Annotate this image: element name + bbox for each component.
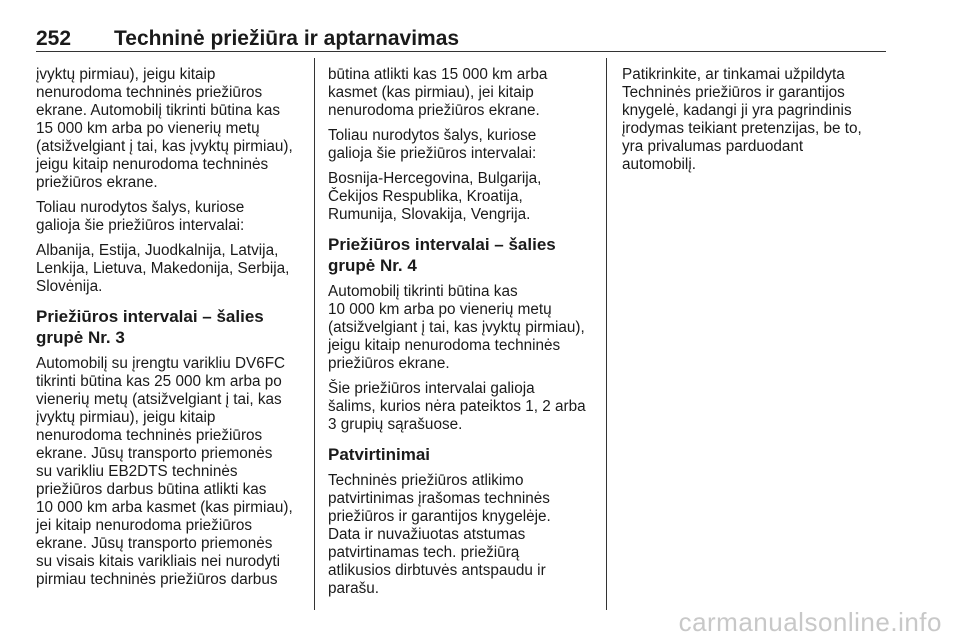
paragraph: įvyktų pirmiau), jeigu kitaip nenurodoma techninės priežiūros ekrane. Automobilį tikrinti būtina kas 15 000 km arba po vienerių metų (atsižvelgiant į tai, kas įvyktų pirmiau), jeigu kitaip nenurodoma techninės priežiūros ekrane.	[36, 66, 293, 191]
text-column-2	[328, 66, 596, 605]
paragraph: Techninės priežiūros atlikimo patvirtinimas įrašomas techninės priežiūros ir garantijos knygelėje. Data ir nuvažiuotas atstumas patvirtinamas tech. priežiūrą atlikusios dirbtuvės antspaudu ir parašu.	[328, 472, 551, 597]
paragraph: Bosnija-Hercegovina, Bulgarija, Čekijos Respublika, Kroatija, Rumunija, Slovakija, Vengrija.	[328, 170, 542, 223]
page-title: Techninė priežiūra ir aptarnavimas	[114, 27, 460, 50]
column-divider	[314, 58, 315, 610]
paragraph: būtina atlikti kas 15 000 km arba kasmet (kas pirmiau), jei kitaip nenurodoma priežiūros ekrane.	[328, 66, 548, 119]
watermark[interactable]: carmanualsonline.info	[678, 607, 942, 637]
section-heading: Priežiūros intervalai – šalies grupė Nr. 3	[36, 307, 264, 347]
page-header	[36, 25, 886, 52]
paragraph: Patikrinkite, ar tinkamai užpildyta Techninės priežiūros ir garantijos knygelė, kadangi ji yra pagrindinis įrodymas teikiant pretenzijas, be to, yra privalumas parduodant automobilį.	[622, 66, 862, 173]
paragraph: Automobilį su įrengtu varikliu DV6FC tikrinti būtina kas 25 000 km arba po vienerių metų (atsižvelgiant į tai, kas įvyktų pirmiau), jeigu kitaip nenurodoma techninės priežiūros ekrane. Jūsų transporto priemonės su varikliu EB2DTS techninės priežiūros darbus būtina atlikti kas 10 000 km arba kasmet (kas pirmiau), jei kitaip nenurodoma priežiūros ekrane. Jūsų transporto priemonės su visais kitais varikliais nei nurodyti pirmiau techninės priežiūros darbus	[36, 355, 293, 588]
paragraph: Toliau nurodytos šalys, kuriose galioja šie priežiūros intervalai:	[328, 127, 537, 162]
column-divider	[606, 58, 607, 610]
section-heading: Priežiūros intervalai – šalies grupė Nr. 4	[328, 235, 556, 275]
paragraph: Automobilį tikrinti būtina kas 10 000 km arba po vienerių metų (atsižvelgiant į tai, kas įvyktų pirmiau), jeigu kitaip nenurodoma techninės priežiūros ekrane.	[328, 283, 585, 372]
paragraph: Toliau nurodytos šalys, kuriose galioja šie priežiūros intervalai:	[36, 199, 245, 234]
paragraph: Albanija, Estija, Juodkalnija, Latvija, Lenkija, Lietuva, Makedonija, Serbija, Slovėnija.	[36, 242, 290, 295]
page-number: 252	[36, 27, 72, 50]
text-column-1	[36, 66, 304, 596]
text-column-3	[622, 66, 890, 181]
section-heading: Patvirtinimai	[328, 445, 431, 464]
paragraph: Šie priežiūros intervalai galioja šalims, kurios nėra pateiktos 1, 2 arba 3 grupių sąrašuose.	[328, 380, 586, 433]
